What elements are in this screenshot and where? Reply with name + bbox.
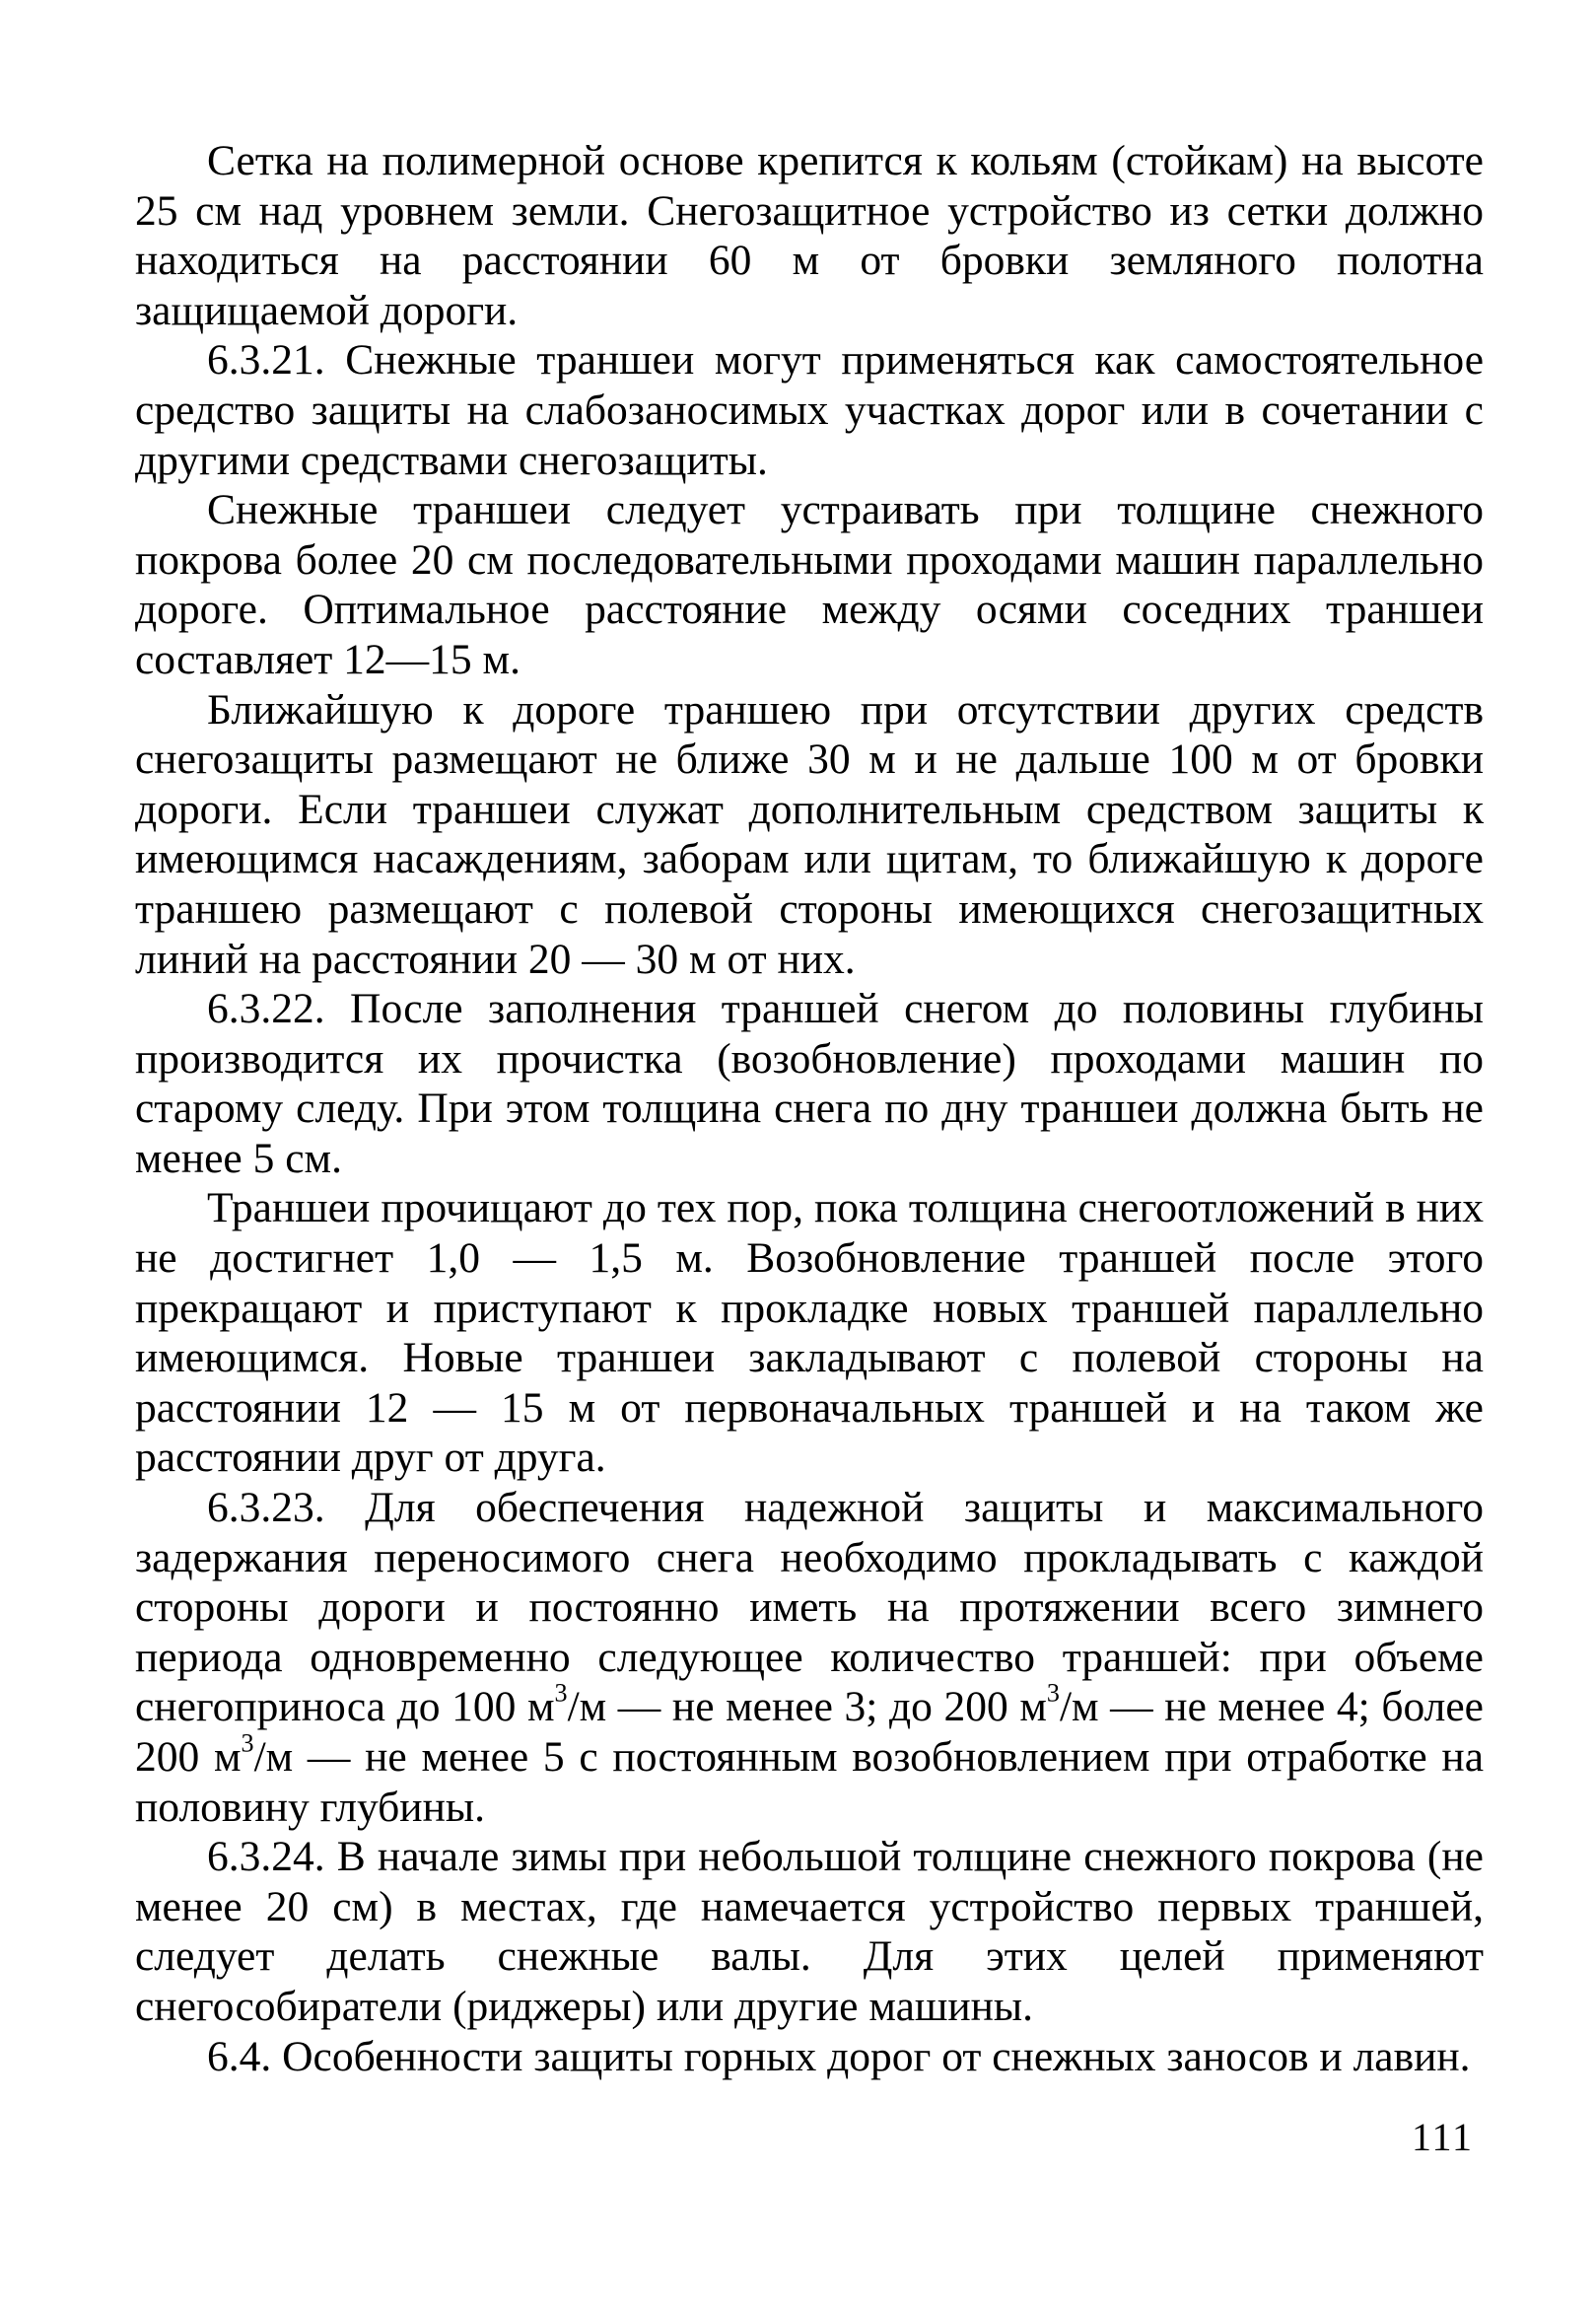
page-body xyxy=(135,136,1484,2081)
paragraph-6-3-21: 6.3.21. Снежные траншеи могут применяться как самостоятельное средство защиты на слабозаносимых участках дорог или в сочетании с другими средствами снегозащиты. xyxy=(135,336,1484,484)
paragraph-6-3-23-part-2: /м — не менее 3; до 200 м xyxy=(567,1683,1047,1731)
paragraph-6-3-23-part-3: /м — не менее 4; более 200 м xyxy=(135,1683,1484,1781)
superscript-cubic-3: 3 xyxy=(241,1728,254,1758)
page-number: 111 xyxy=(1412,2115,1475,2159)
paragraph-6-3-24: 6.3.24. В начале зимы при небольшой толщине снежного покрова (не менее 20 см) в местах, где намечается устройство первых траншей, следует делать снежные валы. Для этих целей применяют снегособиратели (риджеры) или другие машины. xyxy=(135,1833,1484,2030)
paragraph-mesh-fence: Сетка на полимерной основе крепится к кольям (стойкам) на высоте 25 см над уровнем земли. Снегозащитное устройство из сетки должно находиться на расстоянии 60 м от бровки земляного полотна защищаемой дороги. xyxy=(135,137,1484,334)
superscript-cubic-1: 3 xyxy=(554,1678,568,1708)
paragraph-6-3-22: 6.3.22. После заполнения траншей снегом до половины глубины производится их прочистка (возобновление) проходами машин по старому следу. При этом толщина снега по дну траншеи должна быть не менее 5 см. xyxy=(135,985,1484,1182)
paragraph-trench-renewal: Траншеи прочищают до тех пор, пока толщина снегоотложений в них не достигнет 1,0 — 1,5 м. Возобновление траншей после этого прекращают и приступают к прокладке новых траншей параллельно имеющимся. Новые траншеи закладывают с полевой стороны на расстоянии 12 — 15 м от первоначальных траншей и на таком же расстоянии друг от друга. xyxy=(135,1184,1484,1482)
superscript-cubic-2: 3 xyxy=(1046,1678,1060,1708)
paragraph-6-3-23-part-4: /м — не менее 5 с постоянным возобновлением при отработке на половину глубины. xyxy=(135,1733,1485,1831)
paragraph-6-3-23-part-1: 6.3.23. Для обеспечения надежной защиты и максимального задержания переносимого снега необходимо прокладывать с каждой стороны дороги и постоянно иметь на протяжении всего зимнего периода одновременно следующее количество траншей: при объеме снегоприноса до 100 м xyxy=(135,1484,1484,1731)
paragraph-6-3-23 xyxy=(135,1483,1484,1832)
paragraph-trench-construction: Снежные траншеи следует устраивать при толщине снежного покрова более 20 см последовательными проходами машин параллельно дороге. Оптимальное расстояние между осями соседних траншеи составляет 12—15 м. xyxy=(135,486,1484,683)
paragraph-trench-placement: Ближайшую к дороге траншею при отсутствии других средств снегозащиты размещают не ближе 30 м и не дальше 100 м от бровки дороги. Если траншеи служат дополнительным средством защиты к имеющимся насаждениям, заборам или щитам, то ближайшую к дороге траншею размещают с полевой стороны имеющихся снегозащитных линий на расстоянии 20 — 30 м от них. xyxy=(135,685,1484,983)
section-heading-6-4: 6.4. Особенности защиты горных дорог от снежных заносов и лавин. xyxy=(207,2032,1471,2080)
